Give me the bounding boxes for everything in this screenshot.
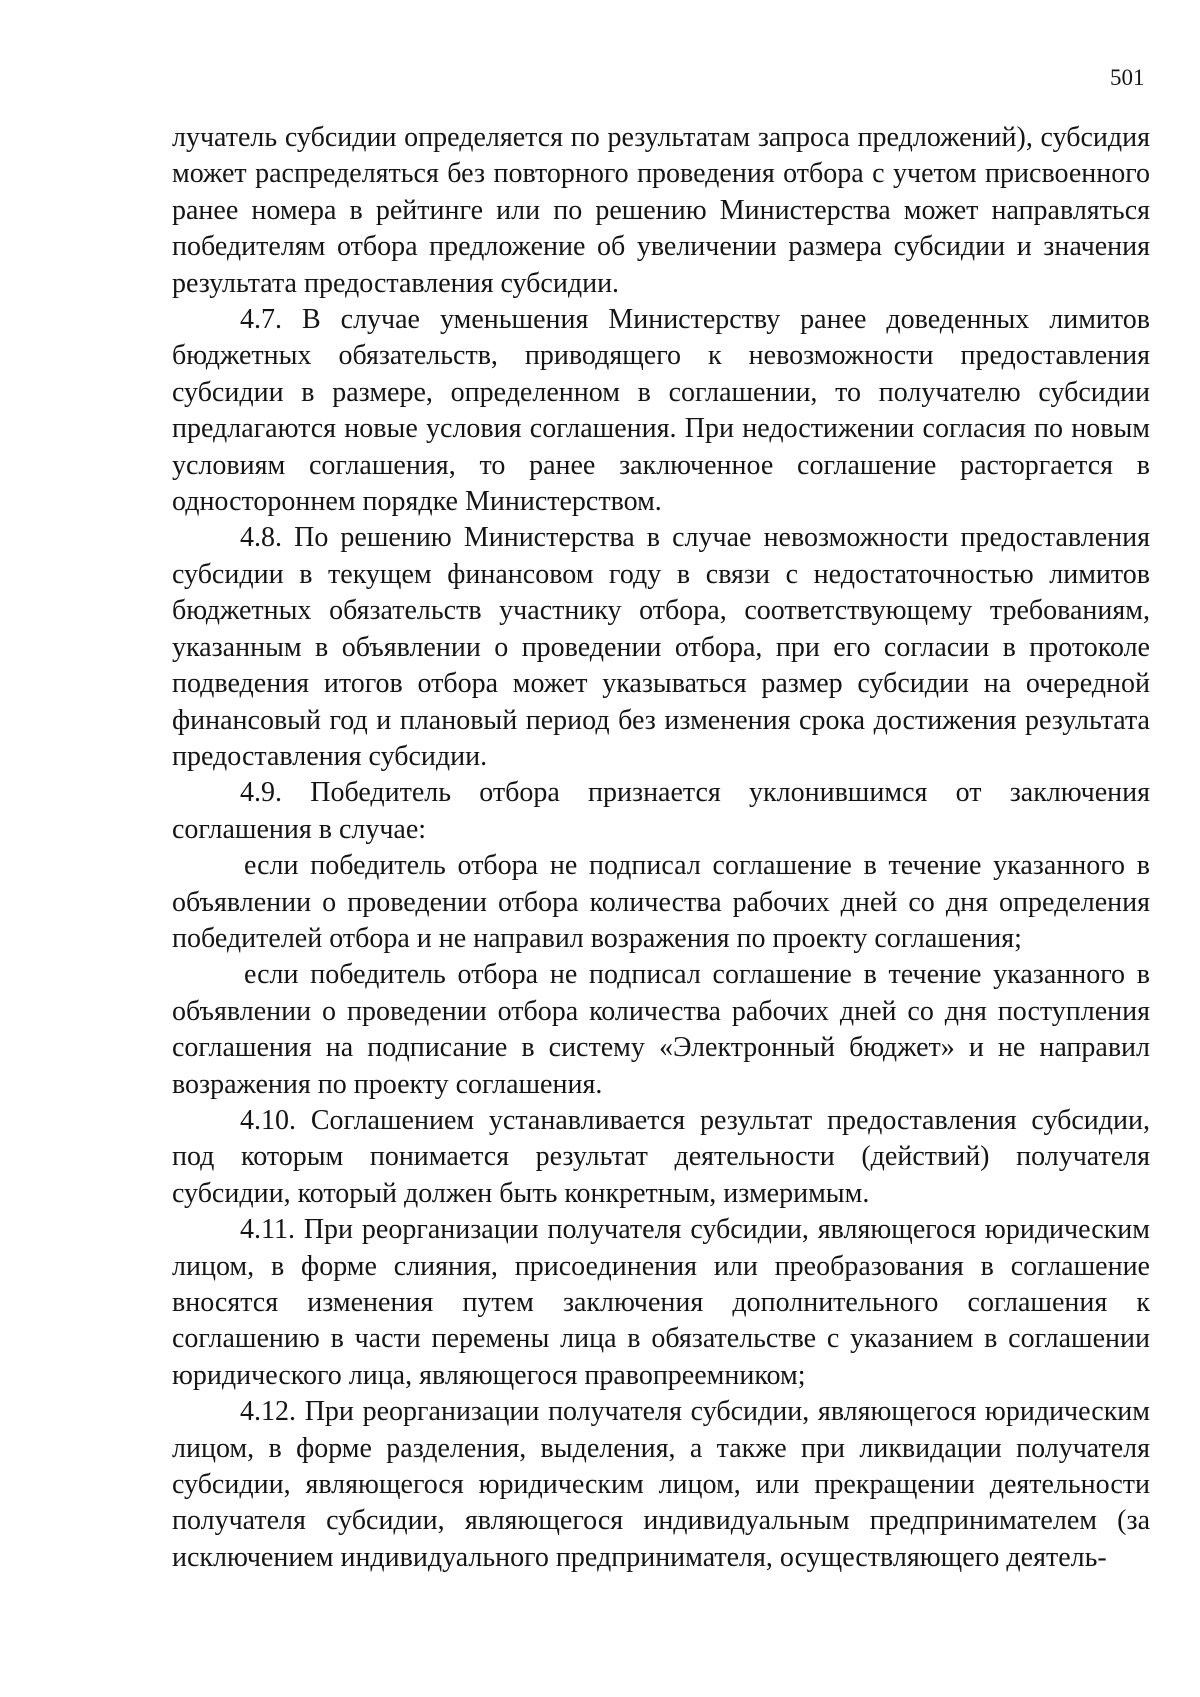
paragraph-4-9: 4.9. Победитель отбора признается уклонившимся от заключения соглашения в случае: — [172, 777, 1150, 845]
paragraph-4-12: 4.12. При реорганизации получателя субсидии, являющегося юридическим лицом, в форме разделения, выделения, а также при ликвидации получателя субсидии, являющегося юридическим лицом, или прекращении деятельности получателя субсидии, являющегося индивидуальным предпринимателем (за исключением индивидуального предпринимателя, осуществляющего деятель- — [172, 1396, 1150, 1573]
paragraph-4-9-case-1: если победитель отбора не подписал соглашение в течение указанного в объявлении о проведении отбора количества рабочих дней со дня определения победителей отбора и не направил возражения по проекту соглашения; — [172, 850, 1150, 954]
page-number: 501 — [1110, 65, 1145, 90]
paragraph-4-10: 4.10. Соглашением устанавливается результат предоставления субсидии, под которым понимается результат деятельности (действий) получателя субсидии, который должен быть конкретным, измеримым. — [172, 1104, 1150, 1209]
paragraph-continuation: лучатель субсидии определяется по результатам запроса предложений), субсидия может распределяться без повторного проведения отбора с учетом присвоенного ранее номера в рейтинге или по решению Министерства может направляться победителям отбора предложение об увеличении размера субсидии и значения результата предоставления субсидии. — [172, 122, 1150, 299]
paragraph-4-8: 4.8. По решению Министерства в случае невозможности предоставления субсидии в текущем финансовом году в связи с недостаточностью лимитов бюджетных обязательств участнику отбора, соответствующему требованиям, указанным в объявлении о проведении отбора, при его согласии в протоколе подведения итогов отбора может указываться размер субсидии на очередной финансовый год и плановый период без изменения срока достижения результата предоставления субсидии. — [172, 522, 1150, 772]
document-body — [172, 120, 1150, 1576]
paragraph-4-11: 4.11. При реорганизации получателя субсидии, являющегося юридическим лицом, в форме слияния, присоединения или преобразования в соглашение вносятся изменения путем заключения дополнительного соглашения к соглашению в части перемены лица в обязательстве с указанием в соглашении юридического лица, являющегося правопреемником; — [172, 1214, 1150, 1391]
paragraph-4-7: 4.7. В случае уменьшения Министерству ранее доведенных лимитов бюджетных обязательств, приводящего к невозможности предоставления субсидии в размере, определенном в соглашении, то получателю субсидии предлагаются новые условия соглашения. При недостижении согласия по новым условиям соглашения, то ранее заключенное соглашение расторгается в одностороннем порядке Министерством. — [172, 304, 1150, 518]
paragraph-4-9-case-2: если победитель отбора не подписал соглашение в течение указанного в объявлении о проведении отбора количества рабочих дней со дня поступления соглашения на подписание в систему «Электронный бюджет» и не направил возражения по проекту соглашения. — [172, 959, 1150, 1100]
